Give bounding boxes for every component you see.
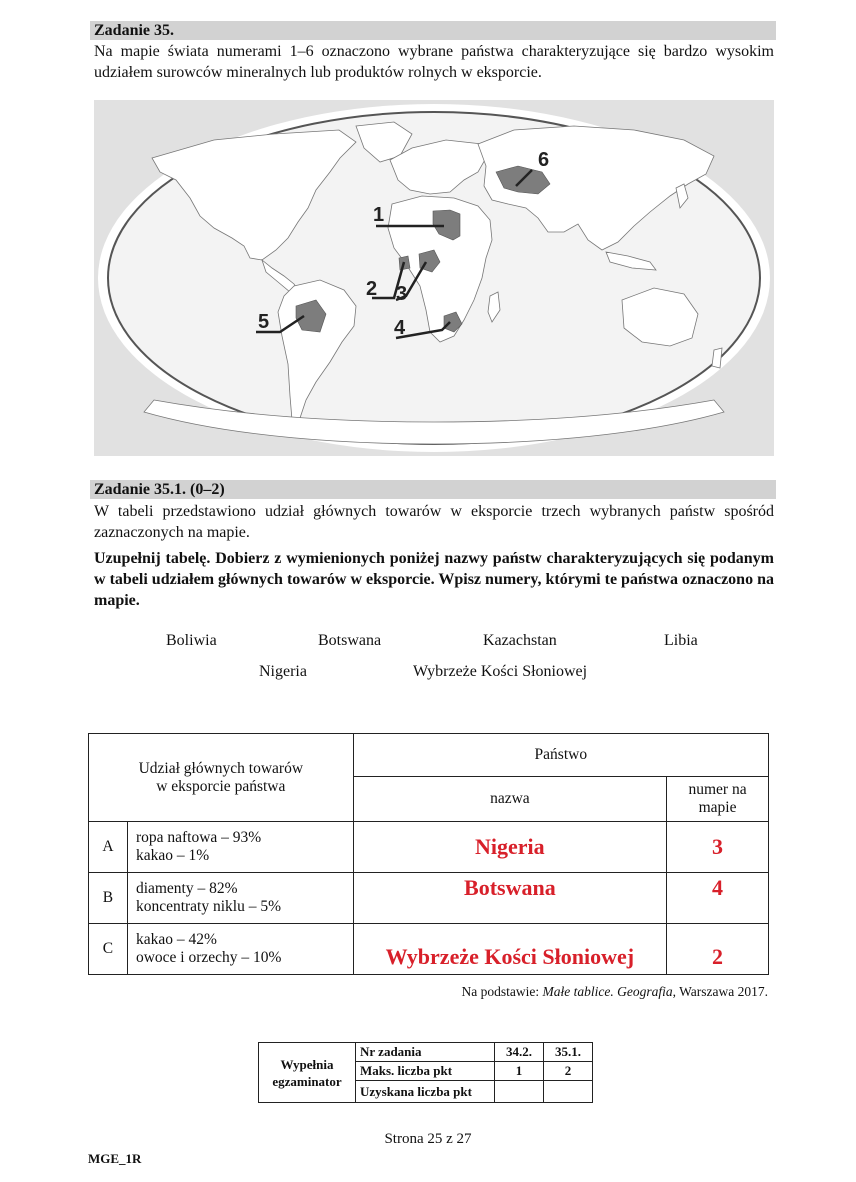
row-goods: diamenty – 82% koncentraty niklu – 5%: [127, 873, 353, 924]
exam-max-points: 1: [495, 1062, 544, 1081]
answer-number[interactable]: 3: [667, 822, 769, 873]
exam-row-task-label: Nr zadania: [356, 1043, 495, 1062]
row-goods: kakao – 42% owoce i orzechy – 10%: [127, 924, 353, 975]
subtask-title: Zadanie 35.1. (0–2): [90, 480, 776, 499]
row-letter: A: [89, 822, 128, 873]
answer-table: [88, 733, 769, 975]
map-label-2: 2: [366, 278, 378, 300]
exam-code: MGE_1R: [88, 1151, 142, 1166]
examiner-label: Wypełnia egzaminator: [259, 1043, 356, 1103]
table-row: [89, 822, 769, 873]
source-note: Na podstawie: Małe tablice. Geografia, Warszawa 2017.: [461, 984, 768, 999]
exam-obtained-points[interactable]: [495, 1081, 544, 1103]
answer-number[interactable]: 2: [667, 924, 769, 975]
country-option: Wybrzeże Kości Słoniowej: [413, 663, 588, 680]
table-row: [89, 873, 769, 924]
country-option: Libia: [664, 632, 698, 649]
exam-row-max-label: Maks. liczba pkt: [356, 1062, 495, 1081]
map-label-4: 4: [394, 317, 406, 339]
header-share: Udział głównych towarów w eksporcie państwa: [89, 734, 354, 822]
exam-row-obtained-label: Uzyskana liczba pkt: [356, 1081, 495, 1103]
task-title: Zadanie 35.: [90, 21, 776, 40]
country-option: Kazachstan: [483, 632, 557, 649]
task-intro: Na mapie świata numerami 1–6 oznaczono wybrane państwa charakteryzujące się bardzo wysokim udziałem surowców mineralnych lub produktów rolnych w eksporcie.: [94, 43, 774, 81]
new-zealand: [712, 348, 722, 368]
country-option: Nigeria: [259, 663, 307, 680]
header-number: numer na mapie: [667, 777, 769, 822]
exam-task-id: 35.1.: [544, 1043, 593, 1062]
answer-name[interactable]: Botswana: [353, 873, 667, 924]
examiner-box: [258, 1042, 593, 1103]
header-name: nazwa: [353, 777, 667, 822]
row-goods: ropa naftowa – 93% kakao – 1%: [127, 822, 353, 873]
row-letter: B: [89, 873, 128, 924]
map-label-5: 5: [258, 311, 270, 333]
exam-obtained-points[interactable]: [544, 1081, 593, 1103]
subtask-instruction: Uzupełnij tabelę. Dobierz z wymienionych poniżej nazwy państw charakteryzujących się podanym w tabeli udziałem głównych towarów w eksporcie. Wpisz numery, którymi te państwa oznaczono na mapie.: [94, 550, 774, 609]
answer-name[interactable]: Nigeria: [353, 822, 667, 873]
answer-name[interactable]: Wybrzeże Kości Słoniowej: [353, 924, 667, 975]
subtask-desc: W tabeli przedstawiono udział głównych towarów w eksporcie trzech wybranych państw spośród zaznaczonych na mapie.: [94, 503, 774, 541]
exam-max-points: 2: [544, 1062, 593, 1081]
page-number: Strona 25 z 27: [384, 1131, 472, 1147]
answer-number[interactable]: 4: [667, 873, 769, 924]
map-label-1: 1: [373, 204, 385, 226]
country-option: Boliwia: [166, 632, 217, 649]
map-label-3: 3: [396, 283, 408, 305]
header-country: Państwo: [353, 734, 768, 777]
exam-task-id: 34.2.: [495, 1043, 544, 1062]
map-label-6: 6: [538, 149, 550, 171]
country-option: Botswana: [318, 632, 382, 649]
row-letter: C: [89, 924, 128, 975]
world-map: [94, 100, 774, 456]
table-row: [89, 924, 769, 975]
